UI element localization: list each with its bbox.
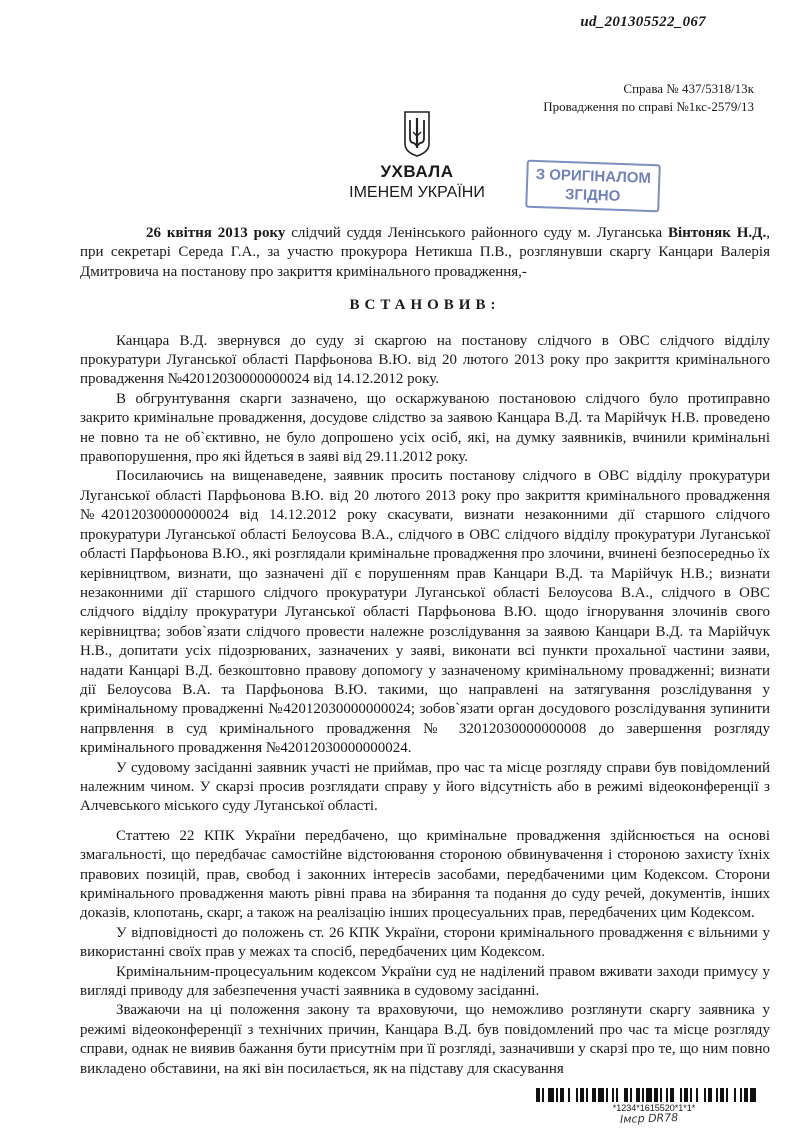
certification-stamp [525, 160, 661, 213]
paragraph-hearing: У судовому засіданні заявник участі не приймав, про час та місце розгляду справи був повідомлений належним чином. У скарзі просив розглядати справу у його відсутність або в режимі відеоконференції з Алчевського міського суду Луганської області. [80, 759, 770, 815]
stamp-line-2: ЗГІДНО [564, 186, 621, 205]
paragraph-considering: Зважаючи на ці положення закону та враховуючи, що неможливо розглянути скаргу заявника у режимі відеоконференції з технічних причин, Канцара В.Д. був повідомлений про час та місце розгляду справи, однак не виявив бажання бути присутнім при її розгляді, зазначивши у скарзі про те, що ним повно викладено обставини, на які він посилається, як на підставу для скасування [80, 1002, 770, 1077]
paragraph-article-22: Статтею 22 КПК України передбачено, що кримінальне провадження здійснюється на основі змагальності, що передбачає самостійне відстоювання стороною обвинувачення і стороною захисту їхніх правових позицій, прав, свобод і законних інтересів засобами, передбаченими цим Кодексом. Сторони кримінального провадження мають рівні права на збирання та подання до суду речей, документів, інших доказів, клопотань, скарг, а також на реалізацію інших процесуальних прав, передбачених цим Кодексом. [80, 827, 770, 922]
paragraph-complaint: Канцара В.Д. звернувся до суду зі скаргою на постанову слідчого в ОВС слідчого відділу прокуратури Луганської області Парфьонова В.Ю. від 20 лютого 2013 року про закриття кримінального провадження №42012030000000024 від 14.12.2012 року. [80, 332, 770, 388]
paragraph-article-26: У відповідності до положень ст. 26 КПК України, сторони кримінального провадження є вільними у використанні своїх прав у межах та спосіб, передбачених цим Кодексом. [80, 924, 770, 961]
section-heading: ВСТАНОВИВ: [349, 297, 501, 314]
opening-text-1: слідчий суддя Ленінського районного суду м. Луганська [285, 225, 669, 241]
opening-text-2: , при секретарі Середа Г.А., за участю прокурора Нетикша П.В., розглянувши скаргу Канцари Валерія Дмитровича на постанову про закриття кримінального провадження,- [80, 225, 770, 280]
paragraph-grounds: В обгрунтування скарги зазначено, що оскаржуваною постановою слідчого було протиправно закрито кримінальне провадження, досудове слідство за заявою Канцара В.Д. та Марійчук Н.В. проведено не повно та не об`єктивно, не було допрошено усіх осіб, які, на думку заявників, вчинили кримінальні правопорушення, про які йдеться в заяві від 29.11.2012 року. [80, 390, 770, 466]
paragraph-code: Кримінальним-процесуальним кодексом України суд не наділений правом вживати заходи примусу у вигляді приводу для забезпечення участі заявника в судовому засіданні. [80, 963, 770, 1000]
barcode-bars [536, 1088, 758, 1102]
stamp-line-1: З ОРИГІНАЛОМ [535, 165, 652, 188]
case-number: Справа № 437/5318/13к [623, 81, 754, 96]
handwritten-note: Імср DR78 [619, 1110, 679, 1127]
case-reference [543, 80, 754, 116]
paragraph-requests: Посилаючись на вищенаведене, заявник просить постанову слідчого в ОВС відділу прокуратури Луганської області Парфьонова В.Ю. від 20 лютого 2013 року про закриття кримінального провадження №42012030000000024 від 14.12.2012 року скасувати, визнати незаконними дії старшого слідчого прокуратури Луганської області Белоусова В.А., слідчого в ОВС слідчого відділу прокуратури Луганської області Парфьонова В.Ю., які розглядали кримінальне провадження про злочини, вчинені безпосередньо їх керівництвом, визнати, що зазначені дії є порушенням прав Канцари В.Д. та Марійчук Н.В.; визнати незаконними дії старшого слідчого прокуратури Луганської області Белоусова В.А., слідчого в ОВС слідчого відділу прокуратури Луганської області Парфьонова В.Ю. щодо ігнорування злочинів свого керівництва; зобов`язати слідчого провести належне розслідування за заявою Канцари В.Д. та Марійчук Н.В., допитати усіх підозрюваних, зазначених у заяві, виконати всі пункти прохальної частини заяви, надати Канцарі В.Д. безкоштовно правову допомогу у зазначеному кримінальному провадженні; визнати дії Белоусова В.А. та Парфьонова В.Ю. такими, що направлені на затягування розслідування у кримінальному провадженні №42012030000000024; зобов`язати орган досудового розслідування зупинити напрвлення в суд кримінального провадження № 32012030000000008 до завершення розгляду кримінального провадження №42012030000000024. [80, 468, 770, 757]
document-subtitle: ІМЕНЕМ УКРАЇНИ [349, 184, 485, 201]
document-id: ud_201305522_067 [580, 14, 706, 30]
barcode-number: *1234*1615520*1*1* [612, 1103, 696, 1113]
coat-of-arms-icon [402, 110, 432, 158]
document-body [80, 224, 770, 1079]
barcode [536, 1088, 772, 1113]
proceeding-number: Провадження по справі №1кс-2579/13 [543, 99, 754, 114]
opening-paragraph [80, 224, 770, 282]
judge-name: Вінтоняк Н.Д. [668, 225, 767, 241]
ruling-date: 26 квітня 2013 року [146, 225, 286, 241]
document-title: УХВАЛА [380, 162, 454, 181]
title-block [300, 162, 534, 202]
